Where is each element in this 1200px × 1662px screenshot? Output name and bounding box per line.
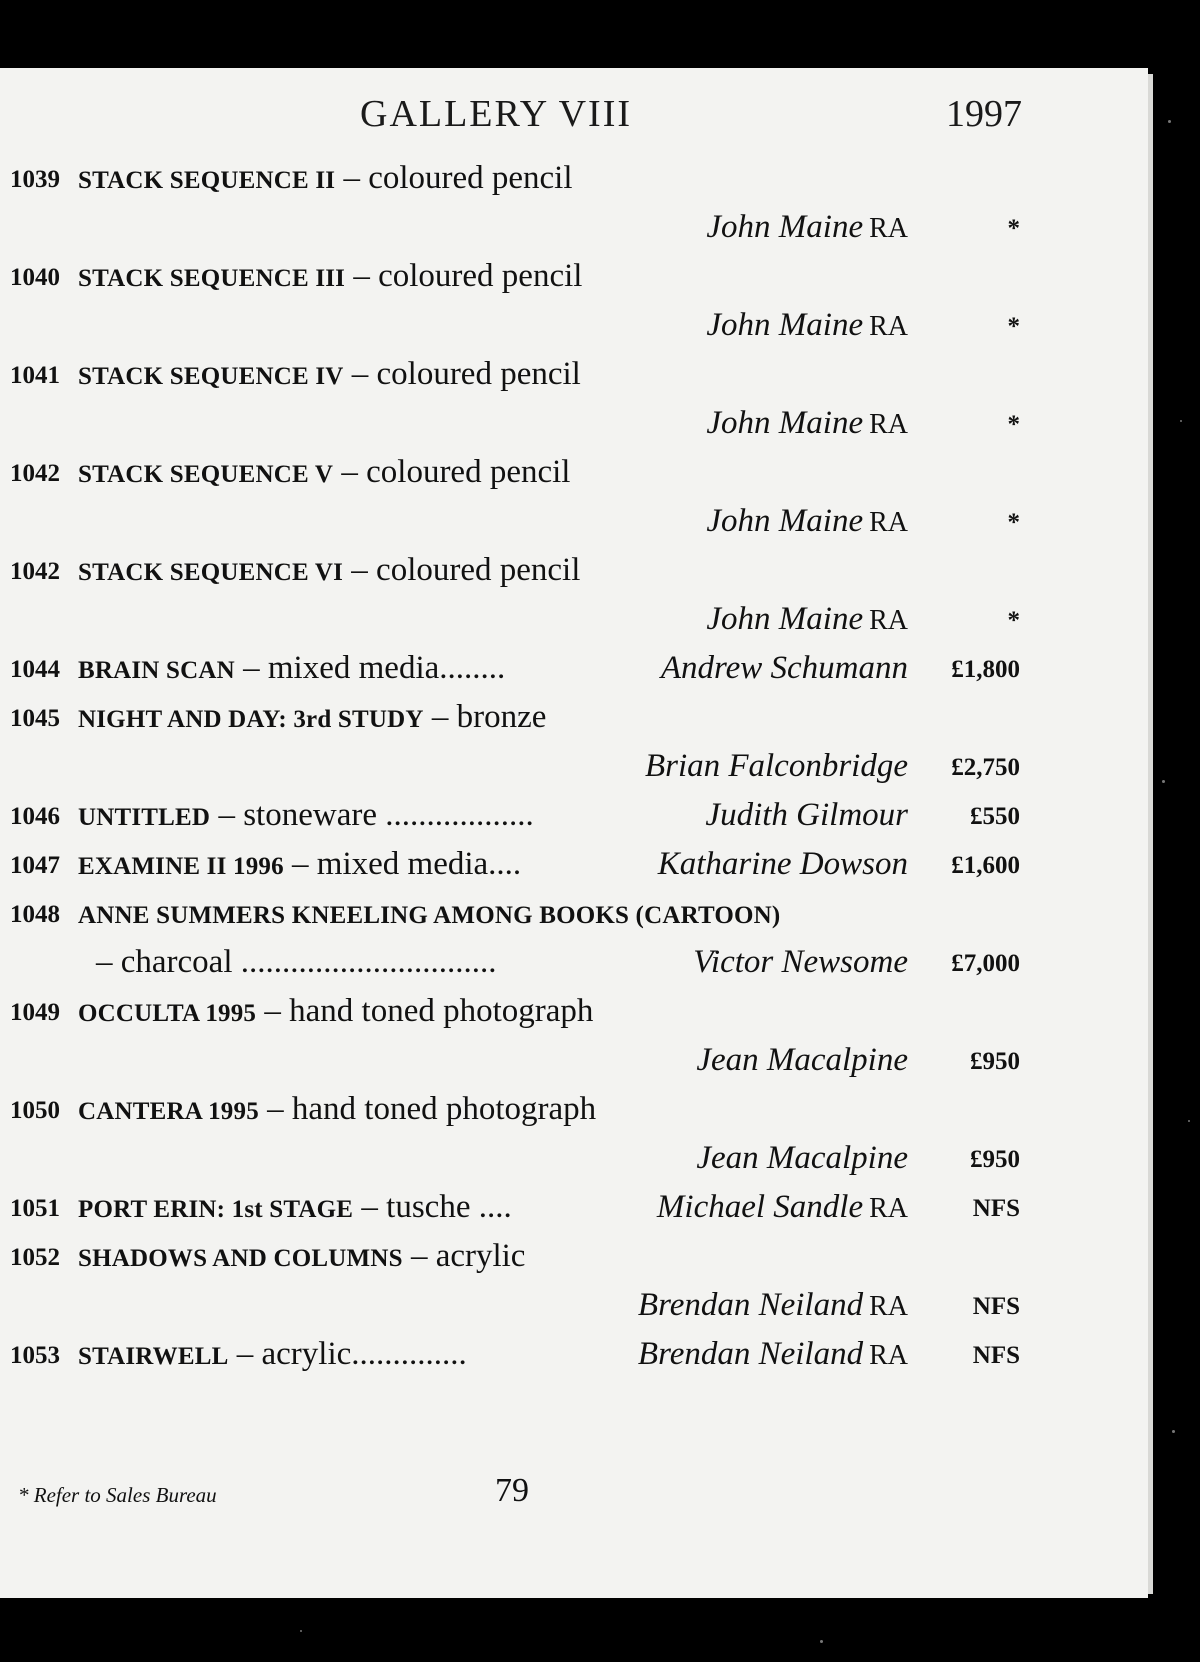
entry-artist [696,1042,908,1079]
page-edge [1148,74,1153,1594]
scan-speck [1162,780,1165,783]
entry-medium: – coloured pencil [343,160,573,196]
entry-title-line [78,699,546,736]
entry-medium: – hand toned photograph [267,1091,597,1127]
dot-leader: ........ [439,650,506,686]
entry-medium: – charcoal [96,944,233,980]
entry-medium: – tusche [361,1189,471,1225]
artist-name: Andrew Schumann [660,650,908,686]
entry-line [10,846,1020,895]
entry-title-line [78,454,570,491]
entry-medium: – acrylic [410,1238,526,1274]
entry-price: * [1007,509,1020,536]
entry-line [10,258,1020,307]
entry-price: * [1007,313,1020,340]
entry-medium: – coloured pencil [353,258,583,294]
entry-title: STACK SEQUENCE II [78,167,336,194]
entry-artist [693,944,908,981]
entry-number: 1045 [10,705,60,732]
artist-suffix: RA [869,1193,908,1224]
entry-artist [657,1189,908,1226]
entry-title-line [78,895,780,932]
entry-price: NFS [972,1342,1020,1369]
entry-line [10,307,1020,356]
entry-line [10,650,1020,699]
entry-artist [706,503,908,540]
entry-line [10,356,1020,405]
entry-title-line [78,356,581,393]
entry-number: 1051 [10,1195,60,1222]
entry-title: STACK SEQUENCE VI [78,559,344,586]
entry-line [10,552,1020,601]
entry-artist [706,601,908,638]
entry-price: £1,800 [951,656,1020,683]
entry-number: 1052 [10,1244,60,1271]
entry-line [10,895,1020,944]
artist-suffix: RA [869,507,908,538]
dot-leader: .... [478,1189,512,1225]
artist-name: Brendan Neiland [637,1287,864,1323]
entry-artist [696,1140,908,1177]
entry-title: EXAMINE II 1996 [78,853,284,880]
scan-speck [1188,1120,1190,1122]
entry-price: £2,750 [951,754,1020,781]
entry-title: UNTITLED [78,804,211,831]
scan-speck [1172,1430,1175,1433]
entry-artist [706,307,908,344]
entry-title: STACK SEQUENCE III [78,265,346,292]
entry-number: 1042 [10,460,60,487]
artist-name: Jean Macalpine [696,1042,908,1078]
artist-name: Jean Macalpine [696,1140,908,1176]
entry-title: OCCULTA 1995 [78,1000,257,1027]
entry-line [10,1336,1020,1385]
entry-number: 1042 [10,558,60,585]
artist-suffix: RA [869,409,908,440]
dot-leader: ............................... [240,944,497,980]
entry-price: £7,000 [951,950,1020,977]
entry-line [10,993,1020,1042]
entry-number: 1046 [10,803,60,830]
artist-suffix: RA [869,213,908,244]
entry-number: 1047 [10,852,60,879]
entry-medium: – coloured pencil [351,356,581,392]
entry-title: CANTERA 1995 [78,1098,259,1125]
entry-title: BRAIN SCAN [78,657,235,684]
entry-price: £950 [970,1048,1020,1075]
entry-title-line [78,1238,525,1275]
entry-artist [638,1287,908,1324]
scan-speck [1168,120,1171,123]
entry-line [10,1287,1020,1336]
entry-line [10,944,1020,993]
artist-name: John Maine [706,209,864,245]
artist-name: Judith Gilmour [705,797,908,833]
entry-line [10,748,1020,797]
artist-name: Katharine Dowson [657,846,908,882]
entry-line [10,1238,1020,1287]
scan-speck [1180,420,1182,422]
gallery-title: GALLERY VIII [360,93,633,135]
entry-medium: – stoneware [218,797,377,833]
entry-number: 1039 [10,166,60,193]
entry-price: £550 [970,803,1020,830]
entry-number: 1048 [10,901,60,928]
entry-title: ANNE SUMMERS KNEELING AMONG BOOKS (CARTOON) [78,902,781,929]
entry-price: NFS [972,1195,1020,1222]
entry-title-line [78,846,521,883]
dot-leader: .................. [385,797,534,833]
entry-line [10,797,1020,846]
entry-price: * [1007,215,1020,242]
artist-suffix: RA [869,1340,908,1371]
entry-medium: – hand toned photograph [264,993,594,1029]
entry-title-line [78,160,573,197]
artist-name: John Maine [706,405,864,441]
entry-continuation [96,944,497,981]
entry-line [10,1140,1020,1189]
entry-title-line [78,650,505,687]
entry-artist [706,405,908,442]
entry-medium: – coloured pencil [341,454,571,490]
page-number: 79 [495,1472,529,1509]
entry-title-line [78,1189,512,1226]
entry-line [10,503,1020,552]
entry-title-line [78,1091,596,1128]
entry-title: STAIRWELL [78,1343,229,1370]
entry-title-line [78,1336,467,1373]
artist-name: John Maine [706,503,864,539]
entry-artist [638,1336,908,1373]
entry-title: NIGHT AND DAY: 3rd STUDY [78,706,424,733]
artist-name: John Maine [706,601,864,637]
entry-artist [661,650,908,687]
artist-suffix: RA [869,1291,908,1322]
catalogue-entries [10,160,1020,1385]
entry-line [10,454,1020,503]
entry-medium: – bronze [431,699,547,735]
entry-artist [658,846,908,883]
scan-speck [300,1630,302,1632]
artist-name: Victor Newsome [693,944,908,980]
entry-price: * [1007,411,1020,438]
footnote: * Refer to Sales Bureau [18,1483,217,1507]
artist-suffix: RA [869,605,908,636]
entry-title-line [78,797,534,834]
entry-price: NFS [972,1293,1020,1320]
entry-line [10,209,1020,258]
entry-number: 1041 [10,362,60,389]
dot-leader: .... [488,846,522,882]
entry-number: 1040 [10,264,60,291]
entry-number: 1050 [10,1097,60,1124]
entry-line [10,601,1020,650]
entry-number: 1053 [10,1342,60,1369]
entry-line [10,699,1020,748]
artist-suffix: RA [869,311,908,342]
entry-number: 1044 [10,656,60,683]
entry-title: STACK SEQUENCE V [78,461,334,488]
page-header [0,92,1148,142]
artist-name: Brian Falconbridge [644,748,908,784]
entry-number: 1049 [10,999,60,1026]
catalogue-year: 1997 [946,93,1022,135]
entry-title: PORT ERIN: 1st STAGE [78,1196,354,1223]
entry-line [10,1042,1020,1091]
entry-medium: – mixed media [292,846,489,882]
entry-line [10,160,1020,209]
entry-medium: – acrylic [236,1336,352,1372]
artist-name: Brendan Neiland [637,1336,864,1372]
entry-price: £1,600 [951,852,1020,879]
entry-title-line [78,993,593,1030]
scan-speck [820,1640,823,1643]
artist-name: John Maine [706,307,864,343]
entry-medium: – coloured pencil [351,552,581,588]
entry-artist [645,748,908,785]
entry-title: STACK SEQUENCE IV [78,363,344,390]
entry-medium: – mixed media [243,650,440,686]
entry-line [10,405,1020,454]
artist-name: Michael Sandle [656,1189,864,1225]
entry-title-line [78,258,582,295]
dot-leader: .............. [351,1336,467,1372]
entry-artist [705,797,908,834]
entry-artist [706,209,908,246]
entry-line [10,1091,1020,1140]
entry-price: £950 [970,1146,1020,1173]
entry-price: * [1007,607,1020,634]
entry-line [10,1189,1020,1238]
entry-title: SHADOWS AND COLUMNS [78,1245,403,1272]
entry-title-line [78,552,580,589]
